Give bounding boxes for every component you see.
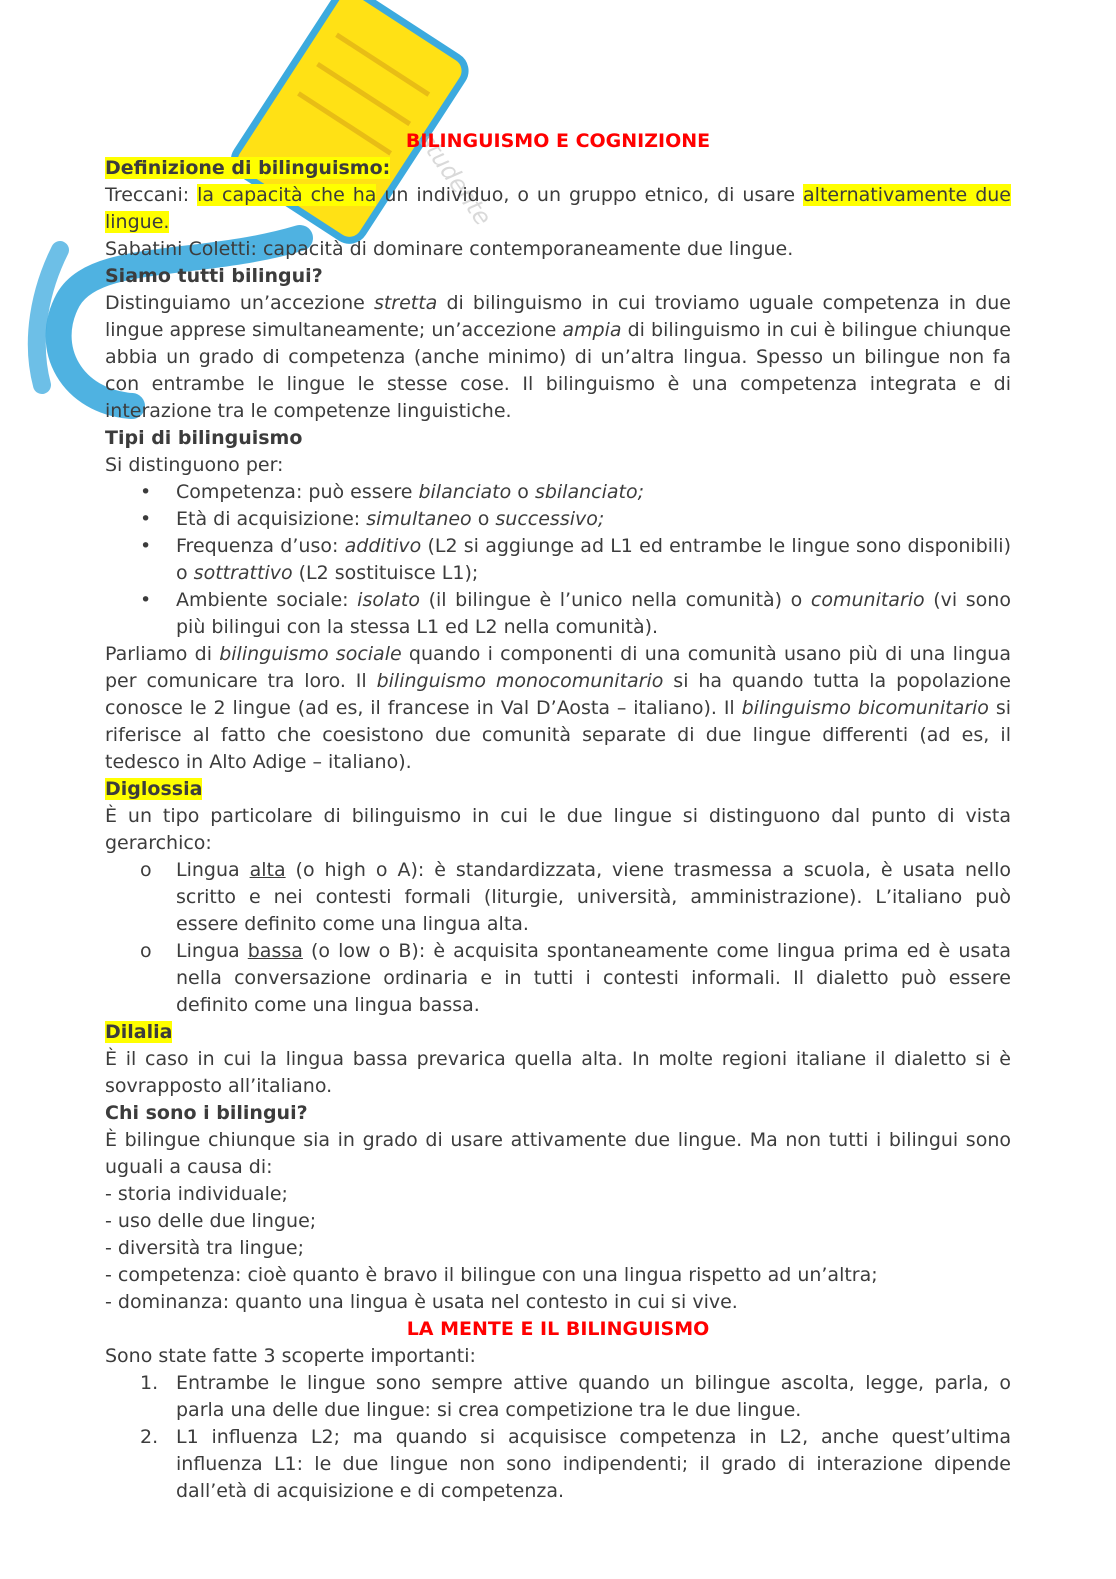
block-heading — [105, 263, 1011, 290]
text-run: additivo — [344, 535, 422, 557]
text-run: quando i componenti di una comunità usano più di una lingua per comunicare tra loro. Il — [105, 643, 1011, 692]
block-para — [105, 182, 1011, 236]
list-marker: • — [140, 508, 152, 530]
block-para — [105, 1262, 1011, 1289]
text-run: Dilalia — [105, 1021, 173, 1043]
block-para — [105, 290, 1011, 425]
text-run: Ambiente sociale: — [176, 589, 358, 611]
list-item-text — [176, 587, 1011, 641]
block-para — [105, 1181, 1011, 1208]
text-run: (L2 si aggiunge ad L1 ed entrambe le lingue sono disponibili) o — [176, 535, 1012, 584]
list-item-text — [176, 479, 1011, 506]
text-run: Diglossia — [105, 778, 203, 800]
text-run: Età di acquisizione: — [176, 508, 367, 530]
block-heading — [105, 1019, 1011, 1046]
list-item-text — [176, 1370, 1011, 1424]
text-run: sbilanciato; — [534, 481, 644, 503]
text-run: Lingua — [176, 940, 248, 962]
text-run: Tipi di bilinguismo — [105, 427, 303, 449]
block-heading — [105, 155, 1011, 182]
block-li — [105, 506, 1011, 533]
block-para — [105, 1208, 1011, 1235]
text-run: bilinguismo bicomunitario — [741, 697, 989, 719]
list-marker: • — [140, 589, 152, 611]
text-run: Siamo tutti bilingui? — [105, 265, 323, 287]
text-run: comunitario — [810, 589, 925, 611]
block-para — [105, 1127, 1011, 1181]
text-run: (o high o A): è standardizzata, viene trasmessa a scuola, è usata nello scritto e nei contesti formali (liturgie, università, amministrazione). L’italiano può essere definito come una lingua alta. — [176, 859, 1011, 935]
list-marker: 1. — [140, 1372, 159, 1394]
block-para — [105, 452, 1011, 479]
block-para — [105, 1046, 1011, 1100]
text-run: Lingua — [176, 859, 250, 881]
block-li — [105, 857, 1011, 938]
block-li — [105, 938, 1011, 1019]
block-li — [105, 479, 1011, 506]
text-run: BILINGUISMO E COGNIZIONE — [405, 130, 711, 152]
text-run: stretta — [373, 292, 438, 314]
text-run: bilanciato — [418, 481, 512, 503]
text-run: di bilinguismo in cui è bilingue chiunque abbia un grado di competenza (anche minimo) di un’altra lingua. Spesso un bilingue non fa con entrambe le lingue le stesse cose. Il bilinguismo è una competenza integrata e di interazione tra le competenze linguistiche. — [105, 319, 1011, 422]
list-marker: o — [140, 940, 152, 962]
text-run: si riferisce al fatto che coesistono due comunità separate di due lingue differenti (ad es, il tedesco in Alto Adige – italiano). — [105, 697, 1011, 773]
block-para — [105, 236, 1011, 263]
text-run: Parliamo di — [105, 643, 220, 665]
text-run: bassa — [247, 940, 303, 962]
text-run: (il bilingue è l’unico nella comunità) o — [419, 589, 811, 611]
text-run: si ha quando tutta la popolazione conosce le 2 lingue (ad es, il francese in Val D’Aosta – italiano). Il — [105, 670, 1011, 719]
block-heading — [105, 776, 1011, 803]
text-run: Frequenza d’uso: — [176, 535, 345, 557]
block-heading — [105, 1100, 1011, 1127]
text-run: Entrambe le lingue sono sempre attive quando un bilingue ascolta, legge, parla, o parla una delle due lingue: si crea competizione tra le due lingue. — [176, 1372, 1011, 1421]
text-run: bilinguismo monocomunitario — [376, 670, 664, 692]
block-para — [105, 1343, 1011, 1370]
list-marker: o — [140, 859, 152, 881]
text-run: - diversità tra lingue; — [105, 1237, 305, 1259]
list-item-text — [176, 857, 1011, 938]
text-run: la capacità che ha — [197, 184, 377, 206]
watermark-text: studente — [413, 127, 498, 231]
block-para — [105, 1289, 1011, 1316]
text-run: (vi sono più bilingui con la stessa L1 ed L2 nella comunità). — [176, 589, 1011, 638]
text-run: È il caso in cui la lingua bassa prevarica quella alta. In molte regioni italiane il dialetto si è sovrapposto all’italiano. — [105, 1048, 1011, 1097]
block-heading — [105, 425, 1011, 452]
text-run: - storia individuale; — [105, 1183, 288, 1205]
text-run: sottrattivo — [193, 562, 293, 584]
text-run: Si distinguono per: — [105, 454, 284, 476]
text-run: alta — [249, 859, 286, 881]
block-title — [105, 1316, 1011, 1343]
block-li — [105, 1424, 1011, 1505]
text-run: - competenza: cioè quanto è bravo il bilingue con una lingua rispetto ad un’altra; — [105, 1264, 878, 1286]
block-para — [105, 1235, 1011, 1262]
block-li — [105, 587, 1011, 641]
block-para — [105, 803, 1011, 857]
text-run: Chi sono i bilingui? — [105, 1102, 308, 1124]
text-run: - dominanza: quanto una lingua è usata nel contesto in cui si vive. — [105, 1291, 738, 1313]
block-para — [105, 641, 1011, 776]
text-run: isolato — [357, 589, 420, 611]
block-li — [105, 1370, 1011, 1424]
list-marker: 2. — [140, 1426, 159, 1448]
text-run: bilinguismo sociale — [219, 643, 402, 665]
block-li — [105, 533, 1011, 587]
text-run: di bilinguismo in cui troviamo uguale competenza in due lingue apprese simultaneamente; un’accezione — [105, 292, 1011, 341]
text-run: Sono state fatte 3 scoperte importanti: — [105, 1345, 476, 1367]
text-run: successivo; — [495, 508, 605, 530]
text-run: o — [511, 481, 535, 503]
text-run: alternativamente due lingue. — [105, 184, 1012, 233]
list-marker: • — [140, 481, 152, 503]
text-run: Distinguiamo un’accezione — [105, 292, 374, 314]
list-item-text — [176, 533, 1011, 587]
text-run: un individuo, o un gruppo etnico, di usare — [376, 184, 804, 206]
list-marker: • — [140, 535, 152, 557]
text-run: L1 influenza L2; ma quando si acquisisce competenza in L2, anche quest’ultima influenza L1: le due lingue non sono indipendenti; il grado di interazione dipende dall’età di acquisizione e di competenza. — [176, 1426, 1011, 1502]
text-run: o — [471, 508, 496, 530]
text-run: Competenza: può essere — [176, 481, 419, 503]
list-item-text — [176, 506, 1011, 533]
text-run: simultaneo — [366, 508, 472, 530]
document-body — [105, 128, 1011, 1505]
text-run: (L2 sostituisce L1); — [292, 562, 479, 584]
text-run: Definizione di bilinguismo: — [105, 157, 391, 179]
text-run: ampia — [562, 319, 622, 341]
list-item-text — [176, 1424, 1011, 1505]
text-run: È bilingue chiunque sia in grado di usare attivamente due lingue. Ma non tutti i bilingui sono uguali a causa di: — [105, 1129, 1011, 1178]
text-run: È un tipo particolare di bilinguismo in cui le due lingue si distinguono dal punto di vista gerarchico: — [105, 805, 1011, 854]
list-item-text — [176, 938, 1011, 1019]
text-run: Treccani: — [105, 184, 198, 206]
block-title — [105, 128, 1011, 155]
text-run: (o low o B): è acquisita spontaneamente come lingua prima ed è usata nella conversazione ordinaria e in tutti i contesti informali. Il dialetto può essere definito come una lingua bassa. — [176, 940, 1011, 1016]
text-run: Sabatini Coletti: capacità di dominare contemporaneamente due lingue. — [105, 238, 794, 260]
text-run: - uso delle due lingue; — [105, 1210, 317, 1232]
text-run: LA MENTE E IL BILINGUISMO — [406, 1318, 710, 1340]
